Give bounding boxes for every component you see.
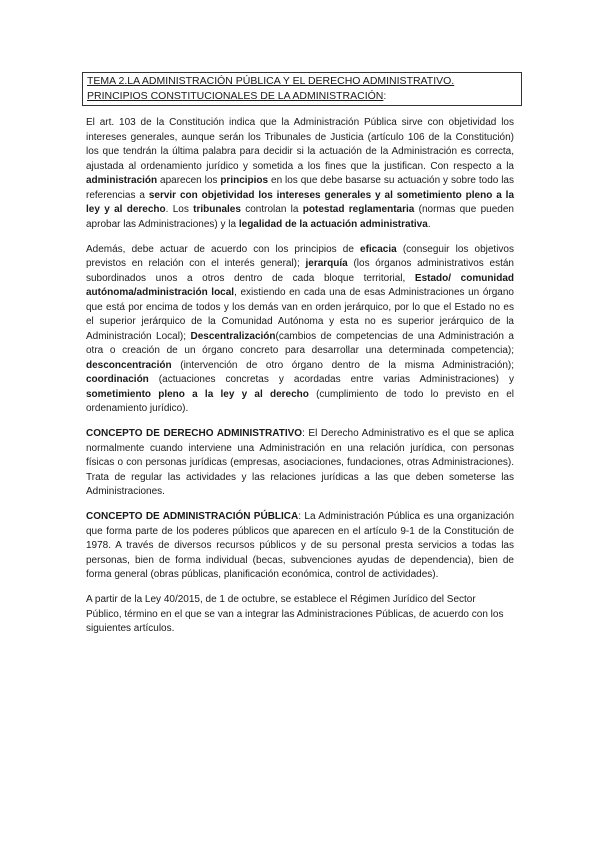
text-run: (los órganos administrativos están subordinados unos a otros dentro de cada bloque territorial, (86, 258, 514, 284)
paragraph-law-40-2015 (86, 593, 514, 637)
text-run: . Los (165, 204, 194, 215)
section-heading: CONCEPTO DE DERECHO ADMINISTRATIVO (86, 428, 303, 439)
topic-title-box (82, 72, 522, 106)
bold-term: Descentralización (190, 330, 276, 342)
bold-term: legalidad de la actuación administrativa (238, 218, 428, 230)
text-run: controlan la (240, 204, 303, 215)
bold-term: sometimiento pleno a la ley y al derecho (86, 388, 309, 400)
section-heading: CONCEPTO DE ADMINISTRACIÓN PÚBLICA (86, 511, 299, 522)
text-run: A partir de la Ley 40/2015, de 1 de octubre, se establece el Régimen Jurídico del Sector Público, término en el que se van a integrar las Administraciones Públicas, de acuerdo con los siguientes artículos. (86, 594, 504, 634)
text-run: en los que debe basarse su actuación y sobre todo las referencias a (86, 175, 514, 201)
document-body (86, 116, 514, 647)
text-run: (intervención de otro órgano dentro de la misma Administración); (171, 359, 514, 371)
text-run: . (427, 218, 431, 230)
bold-term: administración (86, 175, 158, 186)
text-run: (normas que pueden aprobar las Administraciones) y la (86, 204, 514, 230)
bold-term: tribunales (193, 204, 241, 215)
text-run: (cumplimiento de todo lo previsto en el ordenamiento jurídico). (86, 388, 514, 414)
text-run: , existiendo en cada una de esas Administraciones un órgano que está por encima de todos y los demás van en orden jerárquico, por lo que el Estado no es el superior jerárquico de la Comunidad Autónoma y esta no es superior jerárquico de la Administración Local); (86, 287, 514, 342)
text-run: Además, debe actuar de acuerdo con los principios de (86, 243, 361, 255)
bold-term: coordinación (86, 374, 149, 385)
text-run: (actuaciones concretas y acordadas entre varias Administraciones) y (148, 374, 514, 385)
text-run: aparecen los (157, 175, 221, 186)
paragraph-constitution (86, 116, 514, 232)
bold-term: potestad reglamentaria (302, 204, 415, 215)
bold-term: servir con objetividad los intereses generales y al sometimiento pleno a la ley y al derecho (86, 189, 515, 215)
bold-term: desconcentración (86, 359, 172, 371)
topic-title: TEMA 2.LA ADMINISTRACIÓN PÚBLICA Y EL DERECHO ADMINISTRATIVO. PRINCIPIOS CONSTITUCIONALES DE LA ADMINISTRACIÓN (87, 75, 455, 102)
bold-term: jerarquía (305, 258, 348, 269)
bold-term: principios (220, 175, 269, 186)
text-run: : El Derecho Administrativo es el que se aplica normalmente cuando interviene una Administración en una relación jurídica, con personas físicas o con personas jurídicas (empresas, asociaciones, fundaciones, otras Administraciones). Trata de regular las actividades y las relaciones jurídicas a las que deben someterse las Administraciones. (86, 428, 514, 497)
text-run: : La Administración Pública es una organización que forma parte de los poderes públicos que aparecen en el artículo 9-1 de la Constitución de 1978. A través de diversos recursos públicos y de su personal presta servicios a todas las personas, bien de forma individual (becas, subvenciones ayudas de dependencia), bien de forma general (obras públicas, planificación económica, control de actividades). (86, 511, 514, 580)
paragraph-public-administration (86, 510, 514, 583)
text-run: (cambios de competencias de una Administración a otra o creación de un órgano concreto para desarrollar una determinada competencia); (86, 330, 514, 356)
paragraph-principles (86, 243, 514, 417)
topic-title-colon: : (383, 89, 387, 102)
text-run: (conseguir los objetivos previstos en relación con el interés general); (86, 243, 514, 269)
bold-term: Estado/ comunidad autónoma/administración local (86, 272, 514, 298)
text-run: El art. 103 de la Constitución indica que la Administración Pública sirve con objetividad los intereses generales, aunque serán los Tribunales de Justicia (artículo 106 de la Constitución) los que tendrán la última palabra para decidir si la actuación de la Administración es correcta, ajustada al ordenamiento jurídico y sometida a los fines que la justifican. Con respecto a la (86, 117, 514, 172)
bold-term: eficacia (360, 243, 397, 255)
paragraph-administrative-law (86, 427, 514, 500)
